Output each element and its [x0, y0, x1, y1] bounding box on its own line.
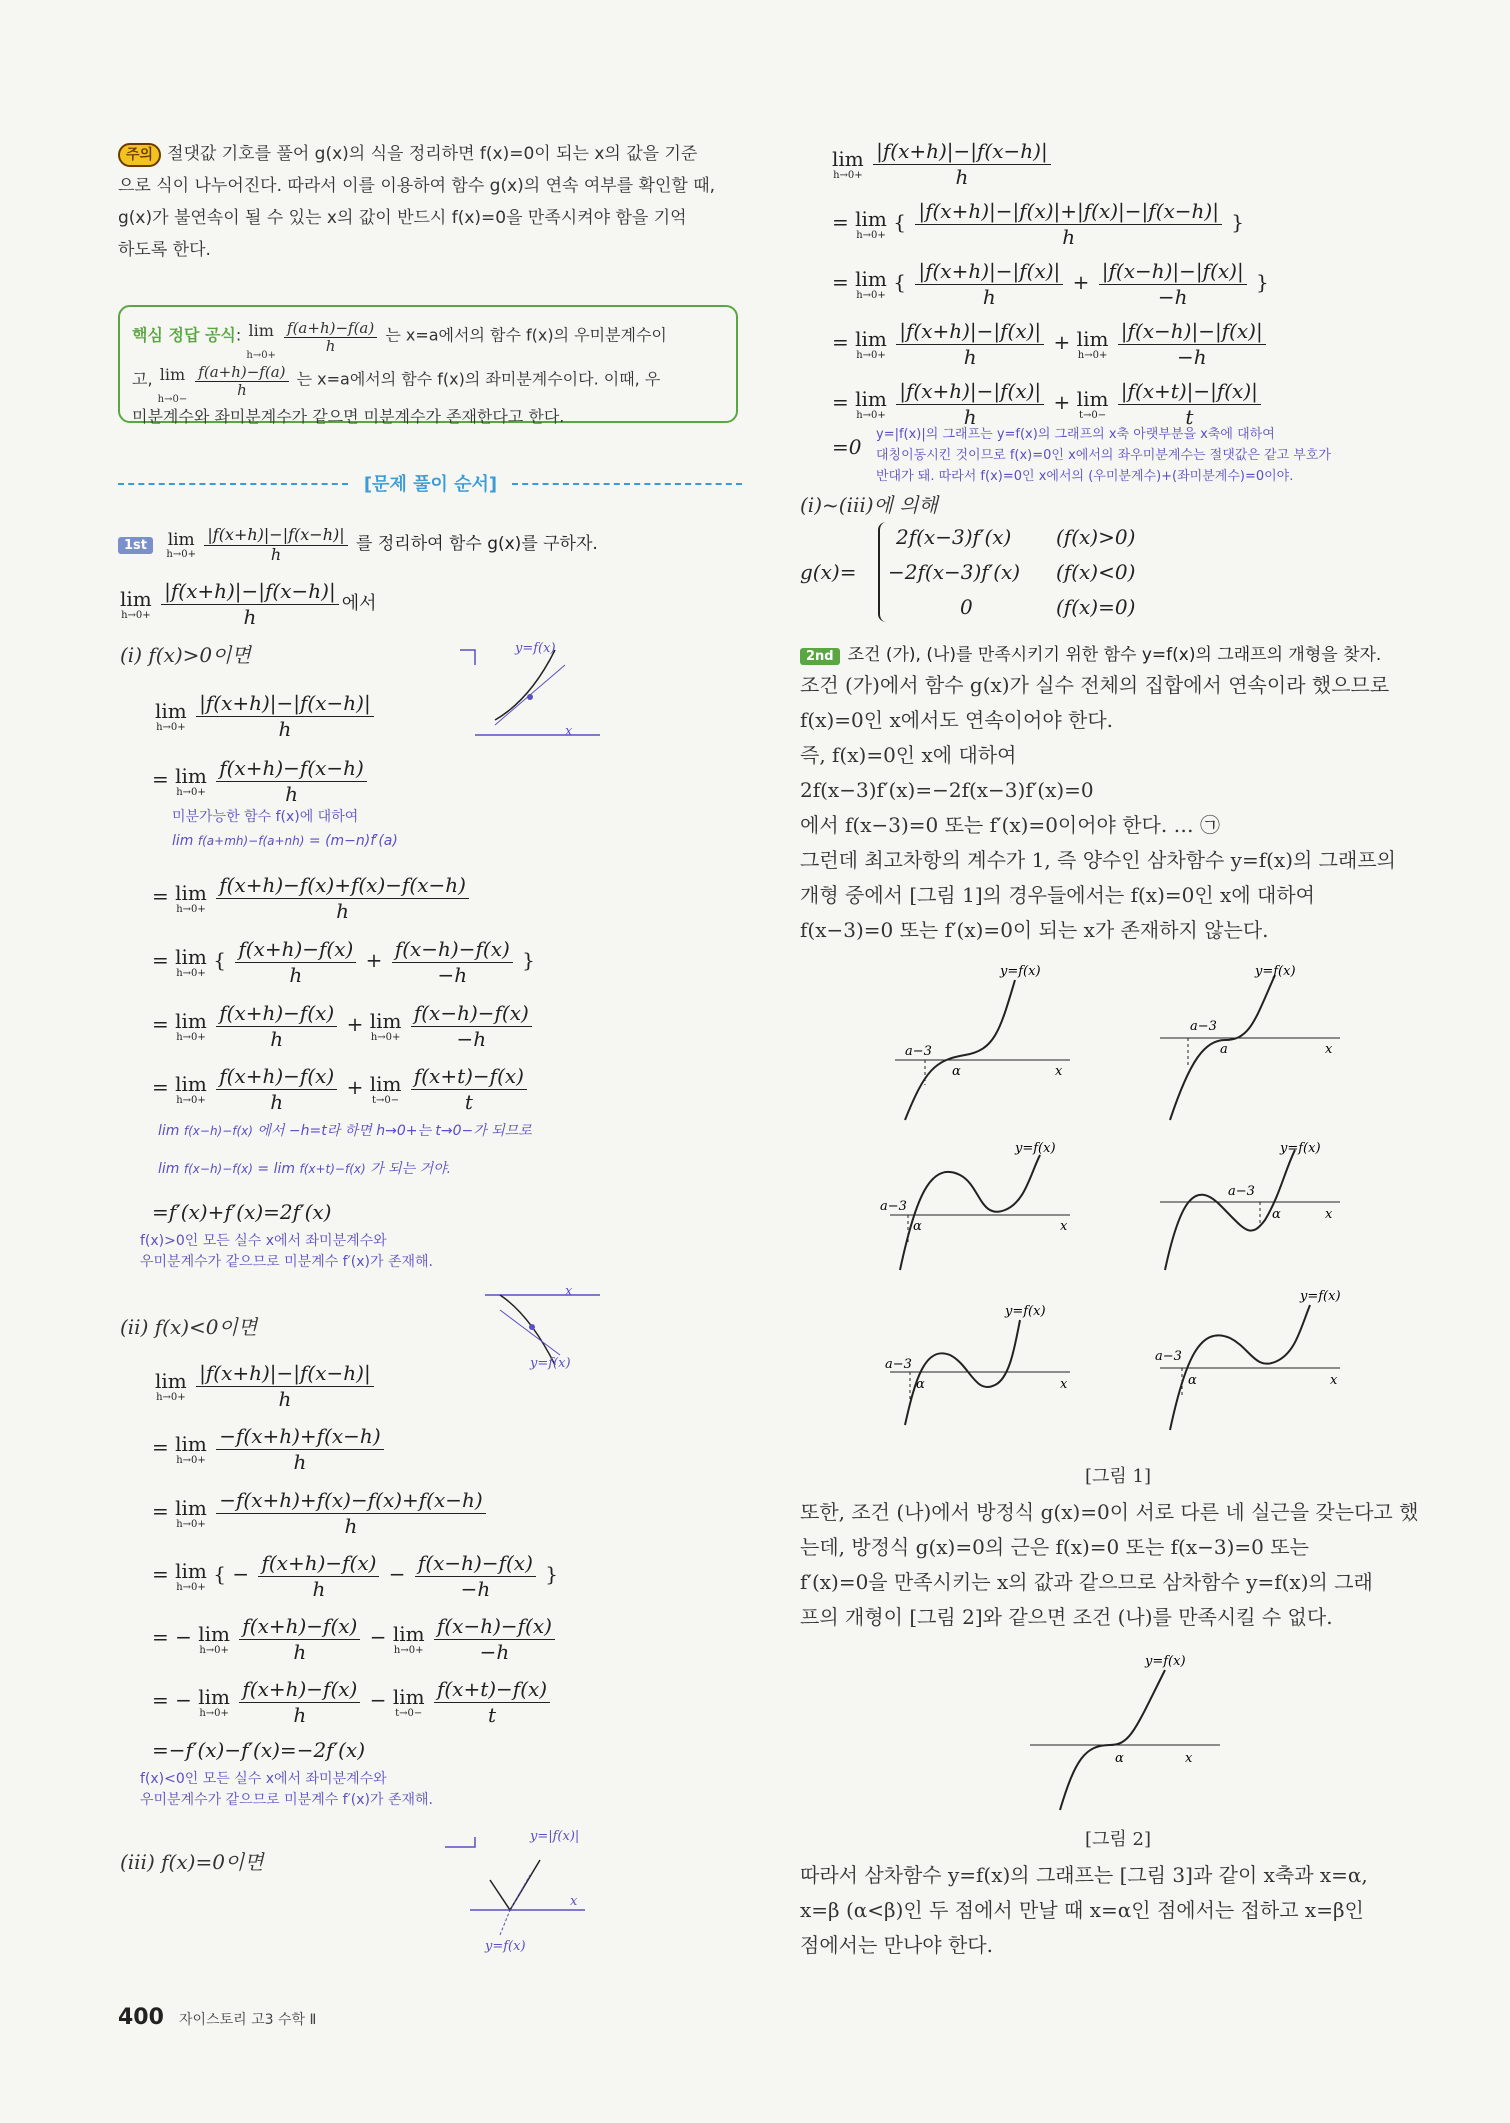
case3-eq1: lim h→0+ $\frac{|f(x+h)|-|f(x-h)|}{h}$	[832, 138, 1054, 189]
key-formula-box	[118, 305, 738, 426]
right-para2-2: f′(x)=0을 만족시키는 x의 값과 같으므로 삼차함수 y=f(x)의 그래	[800, 1570, 1373, 1594]
case2-eq5: = − lim h→0+ $\frac{f(x+h)-f(x)}{h}$ − lim h→0+ $\frac{f(x-h)-f(x)}{-h}$	[152, 1613, 558, 1664]
case1-eq6: = lim h→0+ $\frac{f(x+h)-f(x)}{h}$ + lim t→0− $\frac{f(x+t)-f(x)}{t}$	[152, 1063, 530, 1114]
case1-result: =f′(x)+f′(x)=2f′(x)	[152, 1200, 332, 1224]
case1-eq3: = lim h→0+ $\frac{f(x+h)-f(x)+f(x)-f(x-h)}{h}$	[152, 872, 472, 923]
case1-eq5: = lim h→0+ $\frac{f(x+h)-f(x)}{h}$ + lim h→0+ $\frac{f(x-h)-f(x)}{-h}$	[152, 1000, 535, 1051]
book-title: 자이스토리 고3 수학 Ⅱ	[179, 2012, 317, 2028]
sketch-case3	[440, 1825, 610, 1955]
key-frac: $\frac{f(a+h)-f(a)}{h}$	[284, 319, 377, 354]
svg-text:α: α	[952, 1064, 961, 1079]
key-line-1: 핵심 정답 공식: lim h→0+ $\frac{f(a+h)-f(a)}{h}$ 는 x=a에서의 함수 f(x)의 우미분계수이	[132, 311, 724, 361]
svg-text:a−3: a−3	[905, 1044, 932, 1059]
step2-badge: 2nd	[800, 648, 840, 665]
case2-eq3: = lim h→0+ $\frac{-f(x+h)+f(x)-f(x)+f(x-h)}{h}$	[152, 1487, 489, 1538]
intro-limit: lim h→0+ $\frac{|f(x+h)|-|f(x-h)|}{h}$ 에서	[120, 579, 377, 629]
page-number: 400	[118, 2005, 164, 2030]
fig2-caption: [그림 2]	[1085, 1829, 1151, 1850]
svg-text:α: α	[916, 1377, 925, 1392]
svg-text:x: x	[1330, 1373, 1338, 1388]
right-para1-1: f(x)=0인 x에서도 연속이어야 한다.	[800, 708, 1113, 732]
case2-eq6: = − lim h→0+ $\frac{f(x+h)-f(x)}{h}$ − lim t→0− $\frac{f(x+t)-f(x)}{t}$	[152, 1676, 553, 1727]
svg-text:x: x	[1055, 1064, 1063, 1079]
fig1-graph-1	[895, 964, 1070, 1120]
svg-text:y=f(x): y=f(x)	[1145, 1654, 1186, 1669]
case3-eq5: = lim h→0+ $\frac{|f(x+h)|-|f(x)|}{h}$ + lim t→0− $\frac{|f(x+t)|-|f(x)|}{t}$	[832, 378, 1264, 429]
svg-text:x: x	[1325, 1207, 1333, 1222]
right-para3-1: x=β (α<β)인 두 점에서 만날 때 x=α인 점에서는 접하고 x=β인	[800, 1898, 1364, 1922]
svg-text:y=f(x): y=f(x)	[1005, 1304, 1046, 1319]
g-row-2: −2f(x−3)f′(x) (f(x)<0)	[888, 560, 1136, 584]
divider-right	[512, 483, 742, 485]
annot-res2-b: 우미분계수가 같으므로 미분계수 f′(x)가 존재해.	[140, 1792, 433, 1808]
key-title: 핵심 정답 공식	[132, 325, 236, 345]
step1-line: 1st lim h→0+ $\frac{|f(x+h)|-|f(x-h)|}{h}$ 를 정리하여 함수 g(x)를 구하자.	[118, 525, 598, 564]
key-line-3: 미분계수와 좌미분계수가 같으면 미분계수가 존재한다고 한다.	[132, 407, 565, 426]
svg-text:y=f(x): y=f(x)	[1000, 964, 1041, 979]
annot3-c: 반대가 돼. 따라서 f(x)=0인 x에서의 (우미분계수)+(좌미분계수)=0이야.	[876, 469, 1294, 484]
svg-text:a−3: a−3	[885, 1357, 912, 1372]
svg-text:α: α	[913, 1219, 922, 1234]
right-para1-3: 2f(x−3)f′(x)=−2f(x−3)f′(x)=0	[800, 778, 1094, 802]
svg-text:a−3: a−3	[1228, 1184, 1255, 1199]
fig1-graph-5	[885, 1304, 1070, 1425]
g-row-1: 2f(x−3)f′(x) (f(x)>0)	[896, 525, 1136, 549]
fig1-graph-6	[1155, 1289, 1341, 1430]
caution-line-4: 하도록 한다.	[118, 240, 211, 260]
svg-text:a−3: a−3	[880, 1199, 907, 1214]
case1-label: (ⅰ) f(x)>0이면	[120, 643, 251, 667]
case3-eq2: = lim h→0+ { $\frac{|f(x+h)|-|f(x)|+|f(x)|-|f(x-h)|}{h}$ }	[832, 199, 1245, 249]
right-para1-6: 개형 중에서 [그림 1]의 경우들에서는 f(x)=0인 x에 대하여	[800, 883, 1315, 907]
g-label: g(x)=	[800, 560, 857, 584]
key-line-2: 고, lim h→0− $\frac{f(a+h)-f(a)}{h}$ 는 x=a에서의 함수 f(x)의 좌미분계수이다. 이때, 우	[132, 362, 661, 405]
annot-res2-a: f(x)<0인 모든 실수 x에서 좌미분계수와	[140, 1771, 387, 1787]
case2-eq2: = lim h→0+ $\frac{-f(x+h)+f(x-h)}{h}$	[152, 1423, 387, 1474]
key-lim: lim h→0+	[246, 321, 276, 361]
page-footer	[118, 2005, 316, 2030]
svg-text:y=f(x): y=f(x)	[515, 641, 556, 656]
case3-label: (ⅲ) f(x)=0이면	[120, 1850, 264, 1874]
annot-sub1: lim f(x−h)−f(x) 에서 −h=t라 하면 h→0+는 t→0−가 되므로	[158, 1123, 532, 1139]
g-row-3: 0 (f(x)=0)	[960, 595, 1136, 619]
svg-text:x: x	[1060, 1377, 1068, 1392]
case1-eq1: lim h→0+ $\frac{|f(x+h)|-|f(x-h)|}{h}$	[155, 690, 377, 741]
procedure-title: [문제 풀이 순서]	[363, 474, 498, 495]
svg-text:x: x	[570, 1894, 578, 1909]
sketch-case1	[455, 640, 605, 750]
case2-label: (ⅱ) f(x)<0이면	[120, 1315, 258, 1339]
right-para1-0: 조건 (가)에서 함수 g(x)가 실수 전체의 집합에서 연속이라 했으므로	[800, 673, 1390, 697]
svg-text:y=f(x): y=f(x)	[530, 1356, 571, 1371]
svg-text:y=f(x): y=f(x)	[1015, 1141, 1056, 1156]
caution-line-2: 으로 식이 나누어진다. 따라서 이를 이용하여 함수 g(x)의 연속 여부를 확인할 때,	[118, 176, 716, 196]
fig1-graph-4	[1160, 1141, 1340, 1270]
fig1-graph-2	[1160, 964, 1340, 1120]
svg-text:a−3: a−3	[1155, 1349, 1182, 1364]
caution-line-1: 주의 절댓값 기호를 풀어 g(x)의 식을 정리하면 f(x)=0이 되는 x의 값을 기준	[118, 138, 748, 170]
figure-1	[880, 960, 1420, 1450]
annot3-b: 대칭이동시킨 것이므로 f(x)=0인 x에서의 좌우미분계수는 절댓값은 같고 부호가	[876, 448, 1331, 463]
right-para2-3: 프의 개형이 [그림 2]와 같으면 조건 (나)를 만족시킬 수 없다.	[800, 1605, 1333, 1629]
annot-diff1: 미분가능한 함수 f(x)에 대하여	[172, 809, 359, 825]
right-para1-5: 그런데 최고차항의 계수가 1, 즉 양수인 삼차함수 y=f(x)의 그래프의	[800, 848, 1396, 872]
right-para2-1: 는데, 방정식 g(x)=0의 근은 f(x)=0 또는 f(x−3)=0 또는	[800, 1535, 1309, 1559]
sketch-case2	[455, 1275, 605, 1385]
right-para1-7: f(x−3)=0 또는 f′(x)=0이 되는 x가 존재하지 않는다.	[800, 918, 1269, 942]
svg-text:x: x	[1325, 1042, 1333, 1057]
caution-badge: 주의	[118, 143, 161, 167]
annot-sub2: lim f(x−h)−f(x) = lim f(x+t)−f(x) 가 되는 거야.	[158, 1161, 452, 1177]
by-cases: (ⅰ)~(ⅲ)에 의해	[800, 493, 938, 517]
case1-eq2: = lim h→0+ $\frac{f(x+h)-f(x-h)}{h}$	[152, 755, 370, 806]
annot-res1-a: f(x)>0인 모든 실수 x에서 좌미분계수와	[140, 1233, 387, 1249]
svg-text:y=f(x): y=f(x)	[485, 1939, 526, 1954]
svg-text:x: x	[565, 724, 573, 739]
svg-text:a−3: a−3	[1190, 1019, 1217, 1034]
fig1-caption: [그림 1]	[1085, 1466, 1151, 1487]
svg-text:α: α	[1115, 1751, 1124, 1766]
case3-result: =0	[832, 435, 862, 459]
svg-text:y=f(x): y=f(x)	[1255, 964, 1296, 979]
caution-line-3: g(x)가 불연속이 될 수 있는 x의 값이 반드시 f(x)=0을 만족시켜야 함을 기억	[118, 208, 687, 228]
case3-eq3: = lim h→0+ { $\frac{|f(x+h)|-|f(x)|}{h}$ + $\frac{|f(x-h)|-|f(x)|}{-h}$ }	[832, 259, 1269, 309]
figure-2	[1020, 1650, 1260, 1820]
step2-line: 2nd 조건 (가), (나)를 만족시키기 위한 함수 y=f(x)의 그래프의 개형을 찾자.	[800, 640, 1381, 665]
case2-eq4: = lim h→0+ { − $\frac{f(x+h)-f(x)}{h}$ − $\frac{f(x-h)-f(x)}{-h}$ }	[152, 1551, 558, 1601]
svg-text:a: a	[1220, 1042, 1228, 1057]
case1-eq4: = lim h→0+ { $\frac{f(x+h)-f(x)}{h}$ + $\frac{f(x-h)-f(x)}{-h}$ }	[152, 937, 535, 987]
annot-res1-b: 우미분계수가 같으므로 미분계수 f′(x)가 존재해.	[140, 1254, 433, 1270]
svg-text:y=f(x): y=f(x)	[1280, 1141, 1321, 1156]
svg-text:y=|f(x)|: y=|f(x)|	[530, 1829, 580, 1844]
case3-eq4: = lim h→0+ $\frac{|f(x+h)|-|f(x)|}{h}$ + lim h→0+ $\frac{|f(x-h)|-|f(x)|}{-h}$	[832, 318, 1269, 369]
right-para2-0: 또한, 조건 (나)에서 방정식 g(x)=0이 서로 다른 네 실근을 갖는다고 했	[800, 1500, 1419, 1524]
svg-text:y=f(x): y=f(x)	[1300, 1289, 1341, 1304]
svg-text:x: x	[565, 1284, 573, 1299]
svg-text:x: x	[1185, 1751, 1193, 1766]
right-para3-2: 점에서는 만나야 한다.	[800, 1933, 993, 1957]
fig1-graph-3	[880, 1141, 1070, 1270]
svg-text:α: α	[1188, 1373, 1197, 1388]
svg-text:α: α	[1272, 1207, 1281, 1222]
annot-diff-formula: lim f(a+mh)−f(a+nh) = (m−n)f′(a)	[172, 833, 398, 849]
annot3-a: y=|f(x)|의 그래프는 y=f(x)의 그래프의 x축 아랫부분을 x축에 대하여	[876, 427, 1275, 442]
right-para3-0: 따라서 삼차함수 y=f(x)의 그래프는 [그림 3]과 같이 x축과 x=α,	[800, 1863, 1368, 1887]
svg-text:x: x	[1060, 1219, 1068, 1234]
case2-result: =−f′(x)−f′(x)=−2f′(x)	[152, 1738, 365, 1762]
caution-note	[118, 138, 748, 266]
step1-badge: 1st	[118, 537, 153, 554]
right-para1-4: 에서 f(x−3)=0 또는 f′(x)=0이어야 한다. … ㉠	[800, 813, 1220, 837]
case2-eq1: lim h→0+ $\frac{|f(x+h)|-|f(x-h)|}{h}$	[155, 1360, 377, 1411]
right-para1-2: 즉, f(x)=0인 x에 대하여	[800, 743, 1017, 767]
